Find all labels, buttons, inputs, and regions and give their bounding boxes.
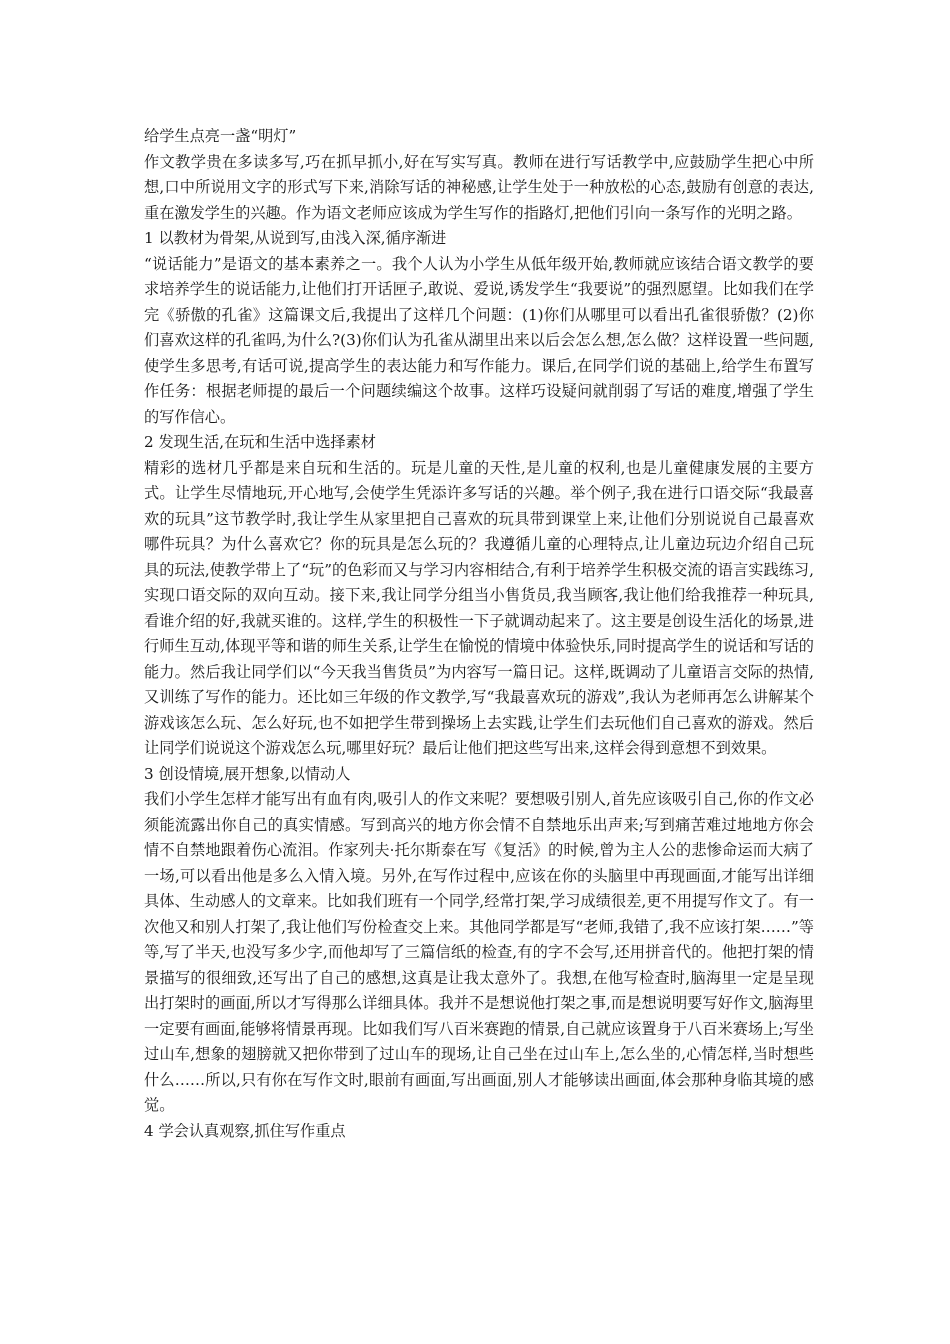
section-3-heading: 3 创设情境,展开想象,以情动人 (144, 764, 351, 783)
intro-paragraph: 作文教学贵在多读多写,巧在抓早抓小,好在写实写真。教师在进行写话教学中,应鼓励学生把心中所想,口中所说用文字的形式写下来,消除写话的神秘感,让学生处于一种放松的心态,鼓励有创意的表达,重在激发学生的兴趣。作为语文老师应该成为学生写作的指路灯,把他们引向一条写作的光明之路。 (144, 152, 814, 222)
section-1-body: “说话能力”是语文的基本素养之一。我个人认为小学生从低年级开始,教师就应该结合语文教学的要求培养学生的说话能力,让他们打开话匣子,敢说、爱说,诱发学生“我要说”的强烈愿望。比如我们在学完《骄傲的孔雀》这篇课文后,我提出了这样几个问题：(1)你们从哪里可以看出孔雀很骄傲？(2)你们喜欢这样的孔雀吗,为什么?(3)你们认为孔雀从湖里出来以后会怎么想,怎么做？这样设置一些问题,使学生多思考,有话可说,提高学生的表达能力和写作能力。课后,在同学们说的基础上,给学生布置写作任务：根据老师提的最后一个问题续编这个故事。这样巧设疑问就削弱了写话的难度,增强了学生的写作信心。 (144, 254, 814, 426)
section-2-body: 精彩的选材几乎都是来自玩和生活的。玩是儿童的天性,是儿童的权利,也是儿童健康发展的主要方式。让学生尽情地玩,开心地写,会使学生凭添许多写话的兴趣。举个例子,我在进行口语交际“我最喜欢的玩具”这节教学时,我让学生从家里把自己喜欢的玩具带到课堂上来,让他们分别说说自己最喜欢哪件玩具？为什么喜欢它？你的玩具是怎么玩的？我遵循儿童的心理特点,让儿童边玩边介绍自己玩具的玩法,使教学带上了“玩”的色彩而又与学习内容相结合,有利于培养学生积极交流的语言实践练习,实现口语交际的双向互动。接下来,我让同学分组当小售货员,我当顾客,我让他们给我推荐一种玩具,看谁介绍的好,我就买谁的。这样,学生的积极性一下子就调动起来了。这主要是创设生活化的场景,进行师生互动,体现平等和谐的师生关系,让学生在愉悦的情境中体验快乐,同时提高学生的说话和写话的能力。然后我让同学们以“今天我当售货员”为内容写一篇日记。这样,既调动了儿童语言交际的热情,又训练了写作的能力。还比如三年级的作文教学,写“我最喜欢玩的游戏”,我认为老师再怎么讲解某个游戏该怎么玩、怎么好玩,也不如把学生带到操场上去实践,让学生们去玩他们自己喜欢的游戏。然后让同学们说说这个游戏怎么玩,哪里好玩？最后让他们把这些写出来,这样会得到意想不到效果。 (144, 458, 814, 757)
section-2-heading: 2 发现生活,在玩和生活中选择素材 (144, 433, 376, 451)
section-3-body: 我们小学生怎样才能写出有血有肉,吸引人的作文来呢？要想吸引别人,首先应该吸引自己,你的作文必须能流露出你自己的真实情感。写到高兴的地方你会情不自禁地乐出声来;写到痛苦难过地地方你会情不自禁地跟着伤心流泪。作家列夫·托尔斯泰在写《复活》的时候,曾为主人公的悲惨命运而大病了一场,可以看出他是多么入情入境。另外,在写作过程中,应该在你的头脑里中再现画面,才能写出详细具体、生动感人的文章来。比如我们班有一个同学,经常打架,学习成绩很差,更不用提写作文了。有一次他又和别人打架了,我让他们写份检查交上来。其他同学都是写“老师,我错了,我不应该打架……”等等,写了半天,也没写多少字,而他却写了三篇信纸的检查,有的字不会写,还用拼音代的。他把打架的情景描写的很细致,还写出了自己的感想,这真是让我太意外了。我想,在他写检查时,脑海里一定是呈现出打架时的画面,所以才写得那么详细具体。我并不是想说他打架之事,而是想说明要写好作文,脑海里一定要有画面,能够将情景再现。比如我们写八百米赛跑的情景,自己就应该置身于八百米赛场上;写坐过山车,想象的翅膀就又把你带到了过山车的现场,让自己坐在过山车上,怎么坐的,心情怎样,当时想些什么……所以,只有你在写作文时,眼前有画面,写出画面,别人才能够读出画面,体会那种身临其境的感觉。 (144, 790, 814, 1114)
section-4-heading: 4 学会认真观察,抓住写作重点 (144, 1121, 346, 1140)
document-title: 给学生点亮一盏“明灯” (144, 127, 297, 145)
section-1-heading: 1 以教材为骨架,从说到写,由浅入深,循序渐进 (144, 229, 447, 247)
document-page (144, 124, 814, 1144)
